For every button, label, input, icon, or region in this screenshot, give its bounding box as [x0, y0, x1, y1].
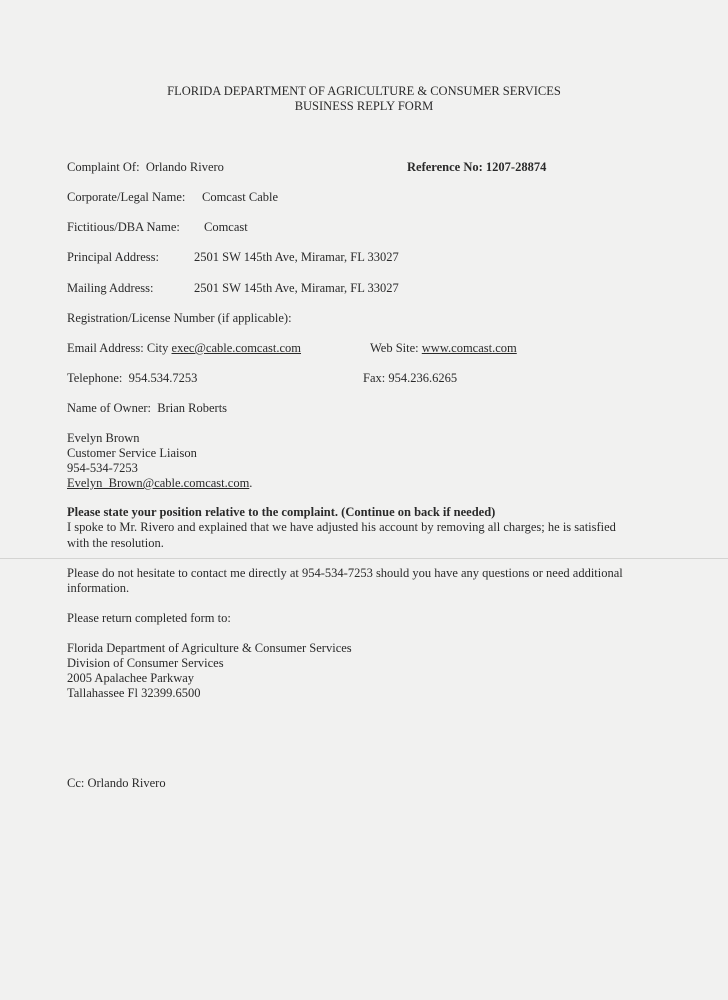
reference-number-field: [407, 160, 546, 175]
return-address-line1: Florida Department of Agriculture & Consumer Services: [67, 641, 352, 655]
complaint-of-value: Orlando Rivero: [145, 160, 224, 174]
contact-email-link[interactable]: Evelyn_Brown@cable.comcast.com: [67, 476, 250, 490]
mailing-address-value: 2501 SW 145th Ave, Miramar, FL 33027: [194, 281, 399, 295]
return-address-line2: Division of Consumer Services: [67, 656, 224, 670]
form-agency-title: FLORIDA DEPARTMENT OF AGRICULTURE & CONSUMER SERVICES: [167, 84, 561, 98]
contact-title: Customer Service Liaison: [67, 446, 197, 460]
corporate-name-value: Comcast Cable: [202, 190, 279, 204]
reference-value: 1207-28874: [485, 160, 547, 174]
telephone-label: Telephone:: [67, 371, 123, 385]
contact-note-line2: information.: [67, 581, 130, 595]
owner-field: [67, 401, 227, 416]
fax-label: Fax:: [363, 371, 386, 385]
owner-label: Name of Owner:: [67, 401, 151, 415]
principal-address-label: Principal Address:: [67, 250, 160, 264]
website-field: [370, 341, 517, 356]
telephone-field: [67, 371, 197, 386]
paper-fold-line: [0, 558, 728, 559]
telephone-value: 954.534.7253: [128, 371, 198, 385]
reference-label: Reference No:: [407, 160, 483, 174]
position-heading: Please state your position relative to the complaint. (Continue on back if needed): [67, 505, 496, 519]
email-address-label: Email Address: City: [67, 341, 169, 355]
cc-line: Cc: Orlando Rivero: [67, 776, 166, 790]
email-address-link[interactable]: exec@cable.comcast.com: [171, 341, 302, 355]
corporate-name-label: Corporate/Legal Name:: [67, 190, 186, 204]
owner-value: Brian Roberts: [157, 401, 228, 415]
return-address-line3: 2005 Apalachee Parkway: [67, 671, 195, 685]
fax-value: 954.236.6265: [388, 371, 458, 385]
contact-note-line1: Please do not hesitate to contact me directly at 954-534-7253 should you have any questions or need additional: [67, 566, 623, 580]
principal-address-value: 2501 SW 145th Ave, Miramar, FL 33027: [194, 250, 399, 264]
email-address-field: [67, 341, 301, 356]
dba-name-value: Comcast: [204, 220, 248, 234]
contact-email-field: [67, 476, 252, 491]
contact-name: Evelyn Brown: [67, 431, 140, 445]
registration-number-label: Registration/License Number (if applicable):: [67, 311, 292, 325]
complaint-of-label: Complaint Of:: [67, 160, 140, 174]
return-address-line4: Tallahassee Fl 32399.6500: [67, 686, 201, 700]
dba-name-label: Fictitious/DBA Name:: [67, 220, 180, 234]
contact-email-suffix: .: [249, 476, 253, 490]
form-title: BUSINESS REPLY FORM: [294, 99, 434, 113]
corporate-name-field: [67, 190, 185, 205]
mailing-address-label: Mailing Address:: [67, 281, 154, 295]
position-text-line2: with the resolution.: [67, 536, 164, 550]
website-label: Web Site:: [370, 341, 419, 355]
position-text-line1: I spoke to Mr. Rivero and explained that we have adjusted his account by removing all charges; he is satisfied: [67, 520, 616, 534]
contact-phone: 954-534-7253: [67, 461, 138, 475]
return-instructions: Please return completed form to:: [67, 611, 231, 625]
website-link[interactable]: www.comcast.com: [421, 341, 517, 355]
fax-field: [363, 371, 457, 386]
complaint-of-field: [67, 160, 224, 175]
